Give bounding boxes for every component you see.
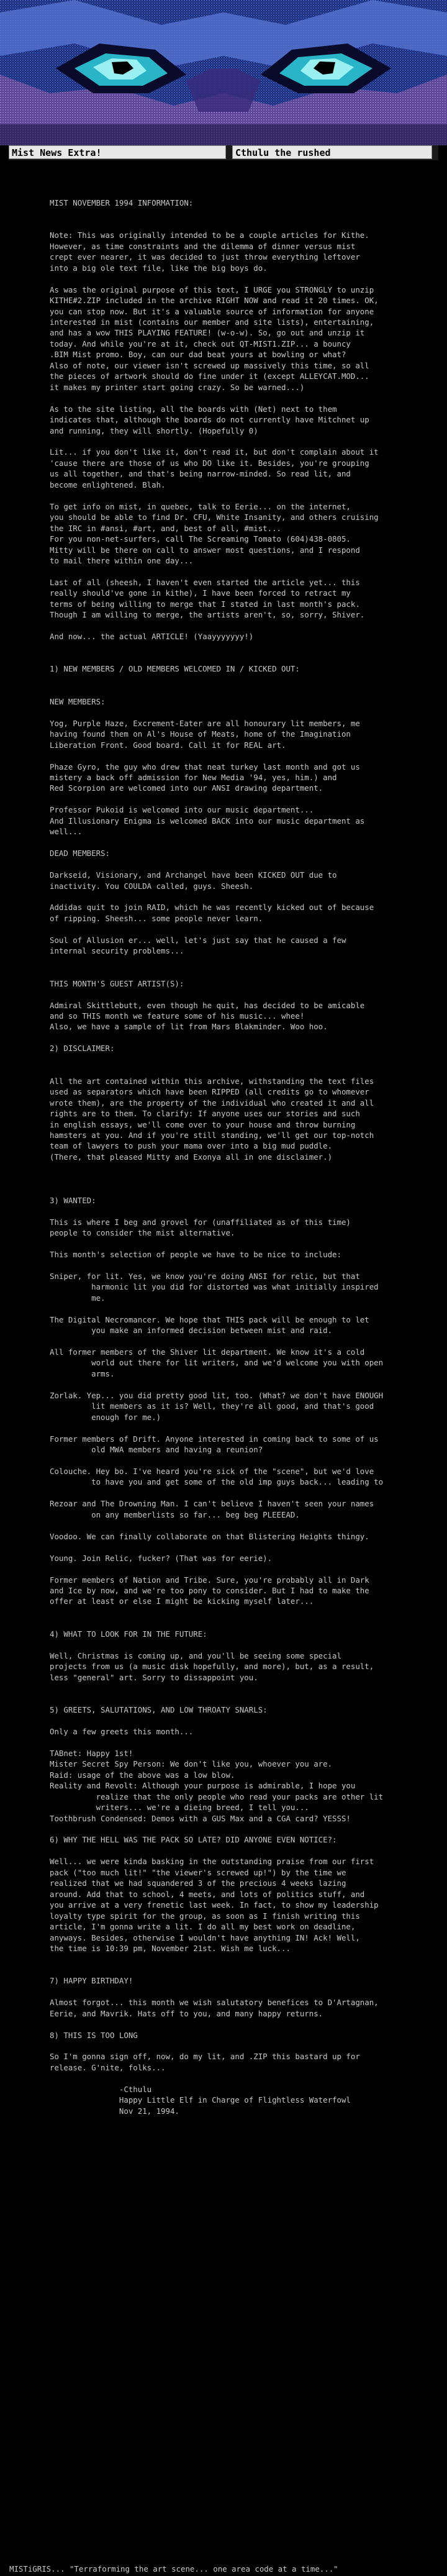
article-line: the pieces of artwork should do fine under it (except ALLEYCAT.MOD... bbox=[50, 371, 369, 381]
article-line bbox=[50, 219, 447, 230]
article-line: in english essays, we'll come over to your house and throw burning bbox=[50, 1119, 356, 1129]
article-line bbox=[50, 794, 447, 804]
article-line: And now... the actual ARTICLE! (Yaayyyyyyy!) bbox=[50, 632, 254, 642]
article-line bbox=[50, 989, 447, 999]
article-line bbox=[50, 1303, 447, 1314]
article-line: MIST NOVEMBER 1994 INFORMATION: bbox=[50, 198, 194, 207]
article-line: This month's selection of people we have to be nice to include: bbox=[50, 1249, 341, 1259]
article-line: writers... we're a dieing breed, I tell you... bbox=[50, 1803, 309, 1813]
article-line: Happy Little Elf in Charge of Flightless Waterfowl bbox=[50, 2095, 351, 2105]
article-line: TABnet: Happy 1st! bbox=[50, 1748, 133, 1758]
article-line bbox=[50, 1455, 447, 1466]
article-line: hamsters at you. And if you're still standing, we'll get our top-notch bbox=[50, 1130, 374, 1140]
article-line bbox=[50, 891, 447, 902]
article-line: All former members of the Shiver lit department. We know it's a cold bbox=[50, 1347, 365, 1357]
article-line bbox=[50, 1032, 447, 1043]
article-line bbox=[50, 653, 447, 663]
article-line: NEW MEMBERS: bbox=[50, 696, 106, 706]
article-line: projects from us (a music disk hopefully, and more), but, as a result, bbox=[50, 1662, 374, 1672]
article-line bbox=[50, 1563, 447, 1574]
article-line bbox=[50, 924, 447, 934]
article-line: the time is 10:39 pm, November 21st. Wish me luck... bbox=[50, 1943, 291, 1953]
article-line bbox=[50, 707, 447, 717]
article-line: Eerie, and Mavrik. Hats off to you, and many happy returns. bbox=[50, 2008, 323, 2018]
article-line: today. And while you're at it, check out QT-MIST1.ZIP... a bouncy bbox=[50, 339, 351, 348]
article-line: Soul of Allusion er... well, let's just say that he caused a few bbox=[50, 935, 346, 945]
article-line: us all together, and that's being narrow-minded. So read lit, and bbox=[50, 469, 351, 479]
article-line: 1) NEW MEMBERS / OLD MEMBERS WELCOMED IN / KICKED OUT: bbox=[50, 664, 300, 674]
article-line bbox=[50, 1162, 447, 1173]
article-line: release. G'nite, folks... bbox=[50, 2062, 166, 2072]
article-line: 6) WHY THE HELL WAS THE PACK SO LATE? DID ANYONE EVEN NOTICE?: bbox=[50, 1835, 337, 1845]
article-line: internal security problems... bbox=[50, 946, 184, 956]
article-line: Well... we were kinda basking in the outstanding praise from our first bbox=[50, 1857, 374, 1867]
article-line: and has a wow THIS PLAYING FEATURE! (w-o-w). So, go out and unzip it bbox=[50, 328, 365, 338]
article-line: you should be able to find Dr. CFU, White Insanity, and others cruising bbox=[50, 512, 379, 522]
article-line bbox=[50, 1954, 447, 1964]
article-line: you can stop now. But it's a valuable source of information for anyone bbox=[50, 306, 374, 316]
article-line: pack ("too much lit!" "the viewer's screwed up!") by the time we bbox=[50, 1867, 346, 1877]
article-line: DEAD MEMBERS: bbox=[50, 849, 110, 858]
article-line bbox=[50, 750, 447, 761]
article-line: Former members of Nation and Tribe. Sure, you're probably all in Dark bbox=[50, 1575, 369, 1585]
article-line: THIS MONTH'S GUEST ARTIST(S): bbox=[50, 978, 184, 988]
article-line bbox=[50, 685, 447, 696]
article-line: and running, they will shortly. (Hopefully 0) bbox=[50, 426, 258, 435]
article-line bbox=[50, 436, 447, 447]
article-line: of ripping. Sheesh... some people never learn. bbox=[50, 913, 263, 923]
article-line bbox=[50, 621, 447, 631]
article-line: Young. Join Relic, fucker? (That was for eerie). bbox=[50, 1553, 273, 1563]
article-line bbox=[50, 1987, 447, 1997]
article-line: Voodoo. We can finally collaborate on that Blistering Heights thingy. bbox=[50, 1531, 369, 1541]
article-line: Mitty will be there on call to answer most questions, and I respond bbox=[50, 545, 360, 555]
article-line: Admiral Skittlebutt, even though he quit, has decided to be amicable bbox=[50, 1000, 365, 1010]
article-line bbox=[50, 1607, 447, 1618]
article-line bbox=[50, 1336, 447, 1347]
article-line bbox=[50, 1379, 447, 1390]
header-right-label: Cthulu the rushed bbox=[232, 145, 432, 159]
footer-tagline: MISTiGRIS... "Terraforming the art scene... one area code at a time..." bbox=[9, 2564, 338, 2574]
article-line: people to consider the mist alternative. bbox=[50, 1228, 235, 1238]
article-line bbox=[50, 1715, 447, 1726]
article-line: Reality and Revolt: Although your purpose is admirable, I hope you bbox=[50, 1781, 356, 1791]
article-line: mistery a back off admission for New Media '94, yes, him.) and bbox=[50, 773, 337, 783]
article-line: Professor Pukoid is welcomed into our music department... bbox=[50, 805, 314, 815]
article-line: less "general" art. Sorry to dissappoint you. bbox=[50, 1672, 258, 1682]
article-line: really should've gone in kithe), I have been forced to retract my bbox=[50, 588, 351, 598]
article-line: me. bbox=[50, 1293, 106, 1303]
article-line: and so THIS month we feature some of his music... whee! bbox=[50, 1011, 305, 1021]
article-line: Also, we have a sample of lit from Mars Blakminder. Woo hoo. bbox=[50, 1022, 328, 1032]
article-line bbox=[50, 208, 447, 219]
article-line: indicates that, although the boards do not currently have Mitchnet up bbox=[50, 415, 369, 425]
article-line: terms of being willing to merge that I stated in last month's pack. bbox=[50, 599, 360, 609]
article-line: This is where I beg and grovel for (unaffiliated as of this time) bbox=[50, 1217, 351, 1227]
article-line: However, as time constraints and the dilemma of dinner versus mist bbox=[50, 241, 356, 251]
article-line: offer at least or else I might be kicking myself later... bbox=[50, 1596, 314, 1606]
article-line: Toothbrush Condensed: Demos with a GUS Max and a CGA card? YESSS! bbox=[50, 1813, 351, 1823]
header-bar bbox=[9, 145, 438, 160]
article-line bbox=[50, 1846, 447, 1856]
article-line: Phaze Gyro, the guy who drew that neat turkey last month and got us bbox=[50, 762, 360, 771]
article-line: into a big ole text file, like the big boys do. bbox=[50, 263, 268, 273]
article-line: loyalty type spirit for the group, as soon as I finish writing this bbox=[50, 1911, 360, 1921]
article-line: Nov 21, 1994. bbox=[50, 2106, 179, 2116]
article-line: rights are to them. To clarify: If anyone uses our stories and such bbox=[50, 1109, 360, 1119]
article-line: old MWA members and having a reunion? bbox=[50, 1445, 263, 1455]
article-line bbox=[50, 1260, 447, 1270]
article-line: 4) WHAT TO LOOK FOR IN THE FUTURE: bbox=[50, 1629, 207, 1639]
article-line: Raid: usage of the above was a low blow. bbox=[50, 1770, 235, 1780]
article-line bbox=[50, 859, 447, 870]
article-line: For you non-net-surfers, call The Screaming Tomato (604)438-0805. bbox=[50, 534, 351, 544]
article-line: arms. bbox=[50, 1368, 115, 1378]
article-line: anyways. Besides, otherwise I wouldn't have anything IN! Ack! Well, bbox=[50, 1932, 360, 1942]
article-line bbox=[50, 837, 447, 848]
article-line: .BIM Mist promo. Boy, can our dad beat yours at bowling or what? bbox=[50, 350, 346, 360]
article-line: around. Add that to school, 4 meets, and lots of politics stuff, and bbox=[50, 1889, 365, 1899]
article-line: Sniper, for lit. Yes, we know you're doing ANSI for relic, but that bbox=[50, 1271, 360, 1281]
article-line bbox=[50, 642, 447, 653]
article-line: the IRC in #ansi, #art, and, best of all, #mist... bbox=[50, 523, 281, 533]
article-line bbox=[50, 2019, 447, 2029]
article-line: to mail there within one day... bbox=[50, 555, 194, 565]
article-line: realize that the only people who read your packs are other lit bbox=[50, 1791, 384, 1801]
article-line bbox=[50, 1184, 447, 1195]
article-line: lit members as it is? Well, they're all good, and that's good bbox=[50, 1401, 374, 1411]
article-line: Rezoar and The Drowning Man. I can't believe I haven't seen your names bbox=[50, 1499, 374, 1509]
article-line bbox=[50, 1542, 447, 1552]
article-line: Addidas quit to join RAID, which he was recently kicked out of because bbox=[50, 903, 374, 913]
article-line: interested in mist (contains our member and site lists), entertaining, bbox=[50, 317, 374, 327]
article-line bbox=[50, 273, 447, 284]
article-line: Yog, Purple Haze, Excrement-Eater are all honourary lit members, me bbox=[50, 718, 360, 728]
article-line: KITHE#2.ZIP included in the archive RIGHT NOW and read it 20 times. OK, bbox=[50, 296, 379, 306]
article-line: harmonic lit you did for distorted was what initially inspired bbox=[50, 1282, 379, 1292]
article-line: All the art contained within this archive, withstanding the text files bbox=[50, 1076, 374, 1086]
article-line: Former members of Drift. Anyone interested in coming back to some of us bbox=[50, 1434, 379, 1444]
article-line: Darkseid, Visionary, and Archangel have been KICKED OUT due to bbox=[50, 870, 337, 880]
article-line bbox=[50, 1737, 447, 1747]
article-line bbox=[50, 2041, 447, 2051]
article-line bbox=[50, 1639, 447, 1650]
article-line: article, I'm gonna write a lit. I do all my best work on deadline, bbox=[50, 1922, 356, 1932]
article-line: Colouche. Hey bo. I've heard you're sick of the "scene", but we'd love bbox=[50, 1467, 374, 1477]
article-line: (There, that pleased Mitty and Exonya all in one disclaimer.) bbox=[50, 1152, 333, 1162]
article-line bbox=[50, 2073, 447, 2083]
article-line: Zorlak. Yep... you did pretty good lit, too. (What? we don't have ENOUGH bbox=[50, 1390, 384, 1400]
article-line: Almost forgot... this month we wish salutatory benefices to D'Artagnan, bbox=[50, 1998, 379, 2008]
article-line: 2) DISCLAIMER: bbox=[50, 1044, 115, 1054]
article-line: 8) THIS IS TOO LONG bbox=[50, 2030, 138, 2040]
article-line: As to the site listing, all the boards with (Net) next to them bbox=[50, 404, 337, 414]
article-line: on any memberlists so far... beg beg PLEEEAD. bbox=[50, 1509, 300, 1519]
article-line: 3) WANTED: bbox=[50, 1195, 96, 1205]
article-line: 'cause there are those of us who DO like it. Besides, you're grouping bbox=[50, 458, 369, 468]
header-banner-art bbox=[0, 0, 447, 145]
article-line bbox=[50, 1206, 447, 1216]
article-line: -Cthulu bbox=[50, 2084, 152, 2094]
article-line bbox=[50, 1065, 447, 1075]
header-left-label: Mist News Extra! bbox=[9, 145, 226, 159]
article-line: Well, Christmas is coming up, and you'll be seeing some special bbox=[50, 1650, 341, 1660]
article-line bbox=[50, 393, 447, 403]
article-line: Only a few greets this month... bbox=[50, 1726, 194, 1736]
article-line: it makes my printer start going crazy. So be warned...) bbox=[50, 382, 305, 392]
article-line: Note: This was originally intended to be a couple articles for Kithe. bbox=[50, 230, 369, 240]
article-line bbox=[50, 1173, 447, 1184]
article-line: Red Scorpion are welcomed into our ANSI drawing department. bbox=[50, 783, 323, 793]
article-line bbox=[50, 1824, 447, 1834]
article-line bbox=[50, 1965, 447, 1975]
article-line: The Digital Necromancer. We hope that THIS pack will be enough to let bbox=[50, 1314, 369, 1324]
article-line: wrote them), are the property of the individual who created it and all bbox=[50, 1098, 374, 1108]
article-line: Though I am willing to merge, the artists aren't, so, sorry, Shiver. bbox=[50, 610, 365, 620]
article-line: So I'm gonna sign off, now, do my lit, and .ZIP this bastard up for bbox=[50, 2052, 360, 2062]
article-line: Also of note, our viewer isn't screwed up massively this time, so all bbox=[50, 360, 369, 370]
article-line: Liberation Front. Good board. Call it for REAL art. bbox=[50, 740, 286, 750]
article-line bbox=[50, 675, 447, 685]
article-line: Mister Secret Spy Person: We don't like you, whoever you are. bbox=[50, 1759, 333, 1769]
article-line: And Illusionary Enigma is welcomed BACK into our music department as bbox=[50, 816, 365, 826]
article-line: enough for me.) bbox=[50, 1412, 161, 1422]
article-line bbox=[50, 967, 447, 978]
article-line: and Ice by now, and we're too pony to consider. But I had to make the bbox=[50, 1586, 369, 1595]
article-line: you arrive at a very frenetic last week. In fact, to show my leadership bbox=[50, 1900, 379, 1910]
article-line: to have you and get some of the old imp guys back... leading to bbox=[50, 1477, 384, 1487]
article-line bbox=[50, 566, 447, 576]
article-line: To get info on mist, in quebec, talk to Eerie... on the internet, bbox=[50, 501, 351, 511]
article-line: become enlightened. Blah. bbox=[50, 480, 166, 489]
article-line bbox=[50, 1422, 447, 1433]
article-line bbox=[50, 1239, 447, 1249]
article-line: inactivity. You COULDA called, guys. Sheesh. bbox=[50, 881, 254, 891]
article-line bbox=[50, 1694, 447, 1704]
article-line bbox=[50, 1618, 447, 1628]
article-line: team of lawyers to push your mama over into a big mud puddle. bbox=[50, 1141, 333, 1151]
article-line: 7) HAPPY BIRTHDAY! bbox=[50, 1976, 133, 1986]
article-line bbox=[50, 957, 447, 967]
article-line: used as separators which have been RIPPED (all credits go to whomever bbox=[50, 1087, 369, 1097]
article-line bbox=[50, 1683, 447, 1693]
article-line: As was the original purpose of this text, I URGE you STRONGLY to unzip bbox=[50, 284, 374, 294]
article-line: you make an informed decision between mist and raid. bbox=[50, 1326, 333, 1336]
article-line bbox=[50, 1488, 447, 1498]
article-line bbox=[50, 1054, 447, 1065]
article-line: well... bbox=[50, 827, 83, 837]
article-line: Last of all (sheesh, I haven't even started the article yet... this bbox=[50, 577, 360, 587]
article-line: having found them on Al's House of Meats, home of the Imagination bbox=[50, 729, 351, 739]
article-line: Lit... if you don't like it, don't read it, but don't complain about it bbox=[50, 447, 379, 457]
article-line bbox=[50, 1520, 447, 1531]
article-line bbox=[50, 490, 447, 501]
article-line: realized that we had squandered 3 of the precious 4 weeks lazing bbox=[50, 1878, 346, 1888]
article-body bbox=[50, 198, 447, 2116]
article-line: crept ever nearer, it was decided to just throw everything leftover bbox=[50, 252, 360, 262]
article-line: world out there for lit writers, and we'd welcome you with open bbox=[50, 1358, 384, 1368]
article-line: 5) GREETS, SALUTATIONS, AND LOW THROATY SNARLS: bbox=[50, 1704, 268, 1714]
